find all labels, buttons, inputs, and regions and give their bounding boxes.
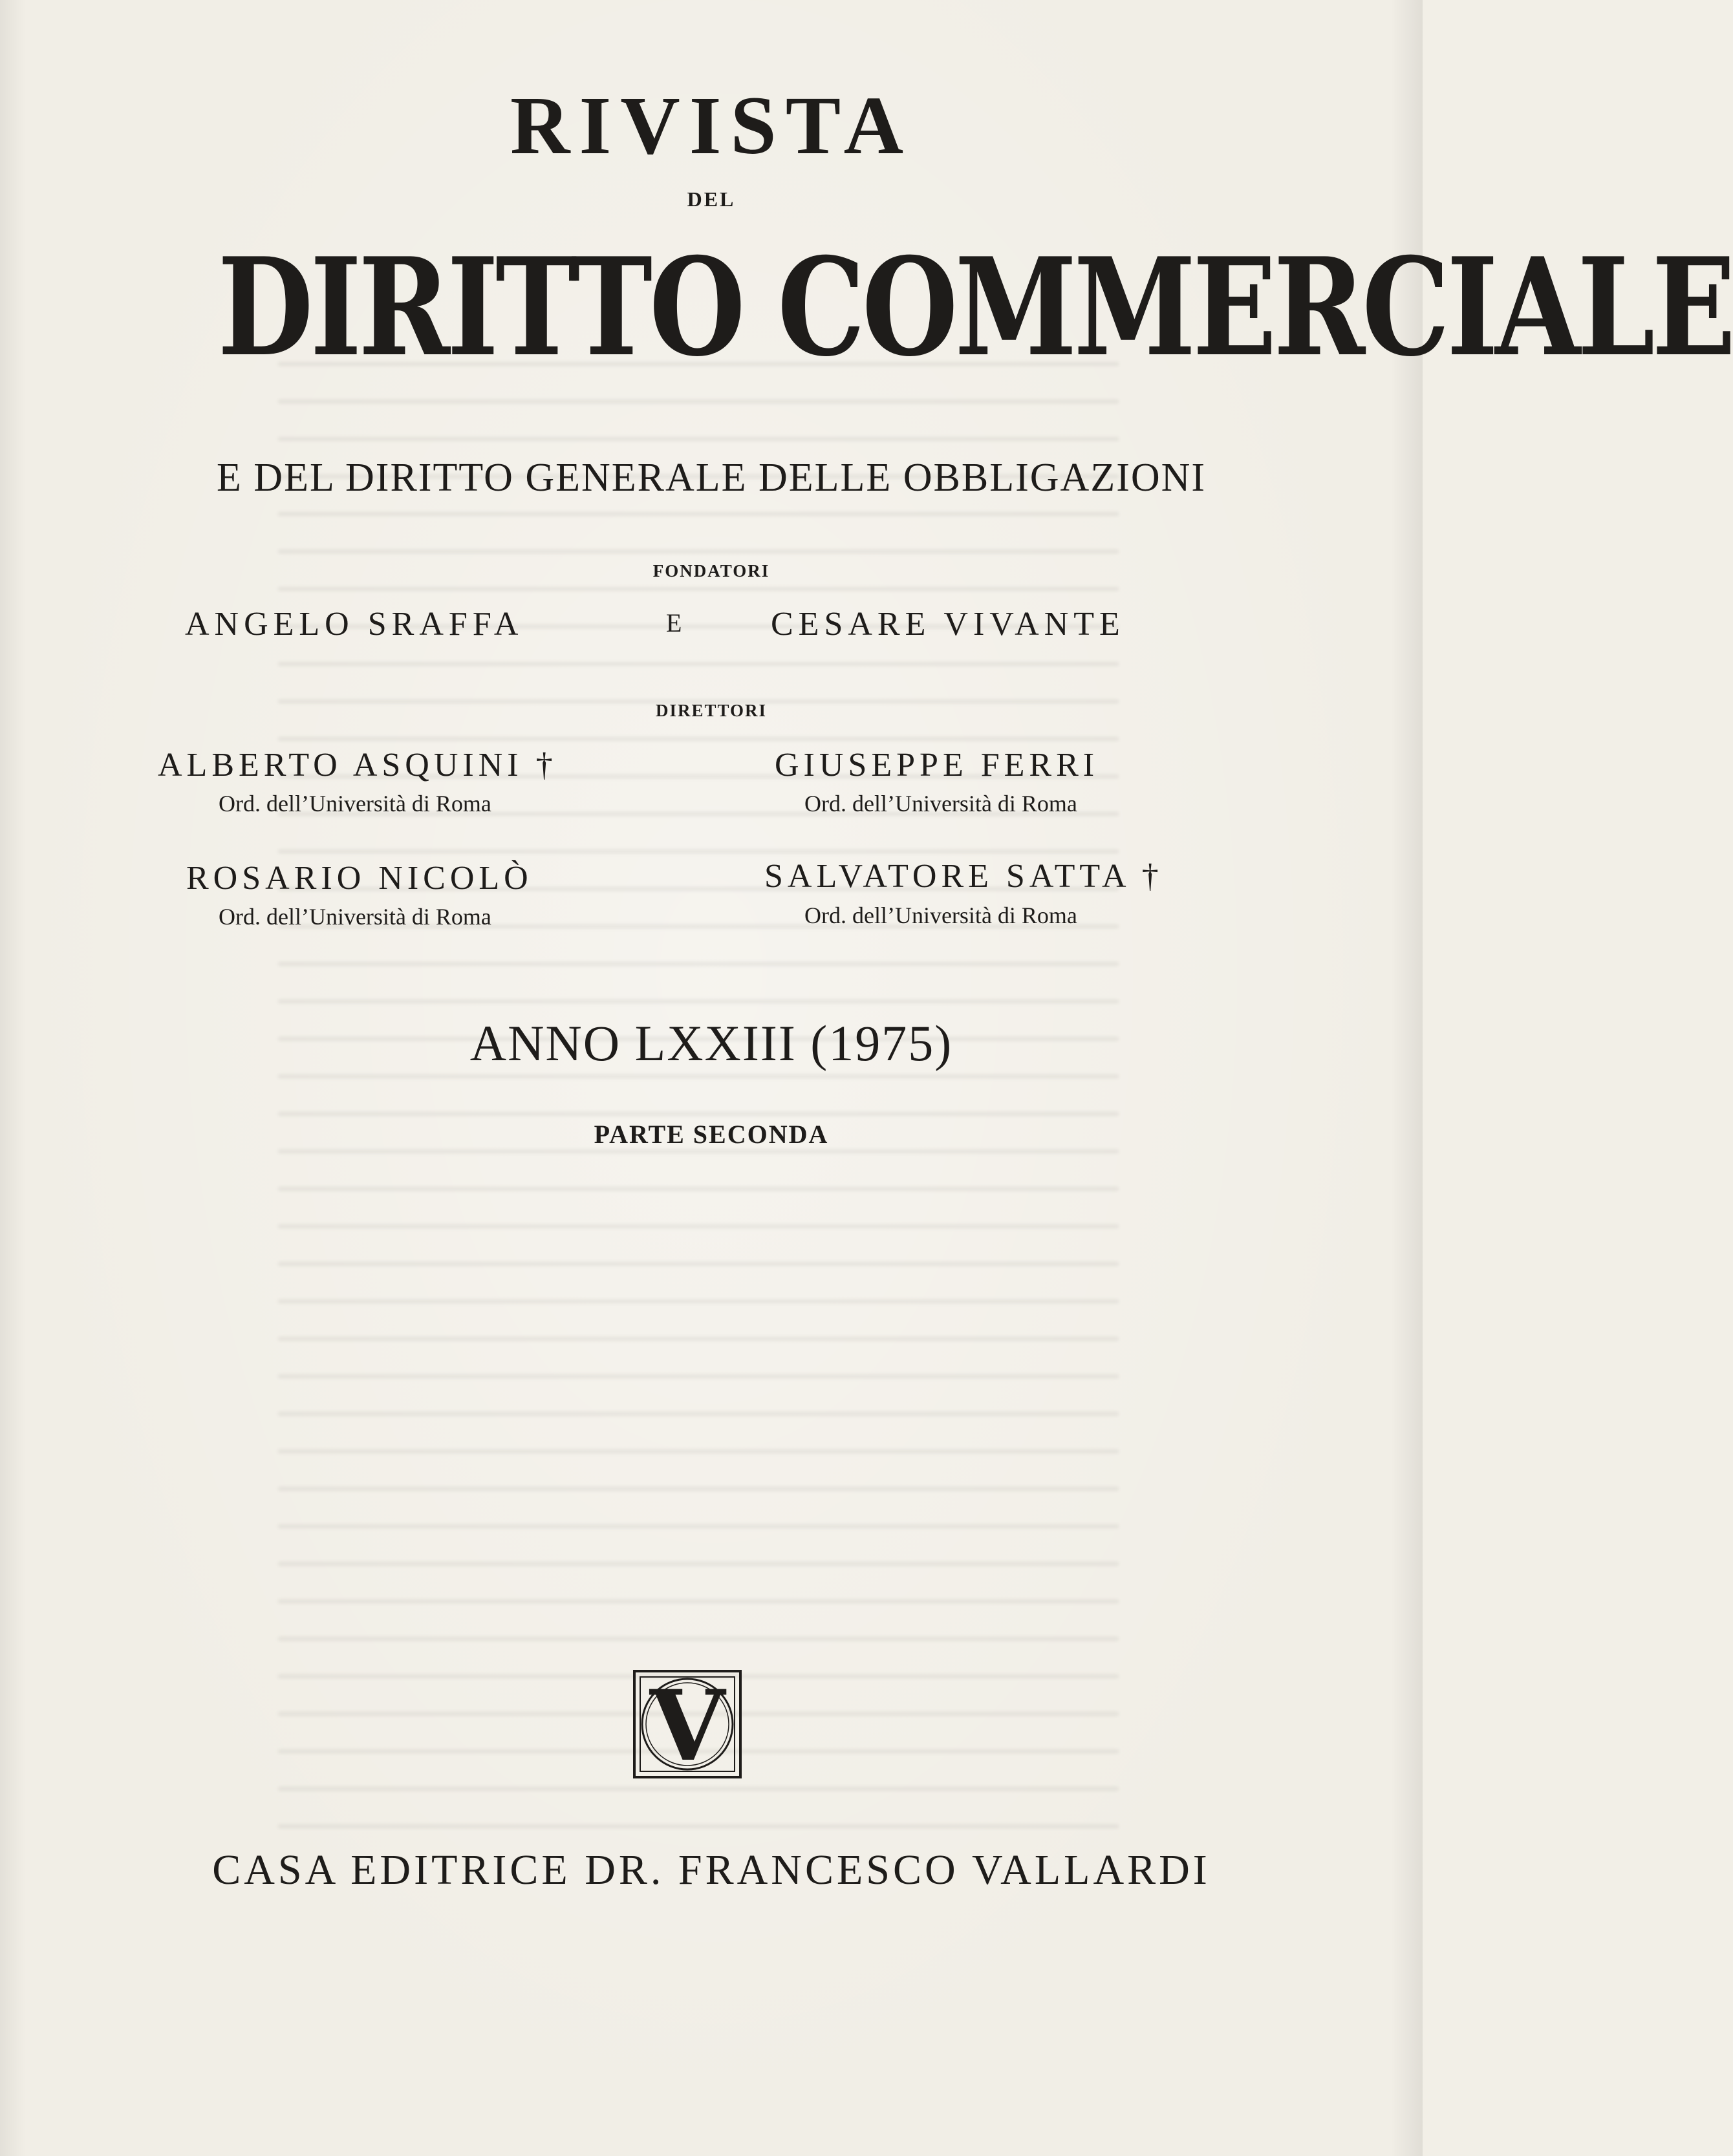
founder-left: ANGELO SRAFFA xyxy=(185,606,524,643)
founders-conjunction: E xyxy=(666,608,682,637)
director-affiliation: Ord. dell’Università di Roma xyxy=(219,904,491,930)
journal-title-connector: DEL xyxy=(687,187,736,211)
directors-heading: DIRETTORI xyxy=(655,701,768,720)
journal-title-rivista: RIVISTA xyxy=(510,80,912,171)
director-name: ROSARIO NICOLÒ xyxy=(186,860,533,897)
director-affiliation: Ord. dell’Università di Roma xyxy=(219,791,491,817)
director-name: GIUSEPPE FERRI xyxy=(775,747,1099,784)
publisher-name: CASA EDITRICE DR. FRANCESCO VALLARDI xyxy=(212,1846,1211,1894)
volume-year: ANNO LXXIII (1975) xyxy=(469,1015,953,1071)
publisher-v-monogram-icon xyxy=(632,1669,742,1783)
director-affiliation: Ord. dell’Università di Roma xyxy=(804,902,1077,928)
director-name: SALVATORE SATTA † xyxy=(764,858,1163,895)
volume-part: PARTE SECONDA xyxy=(594,1120,829,1149)
journal-subtitle: E DEL DIRITTO GENERALE DELLE OBBLIGAZIONI xyxy=(216,456,1207,500)
logo-letter: V xyxy=(649,1669,726,1783)
director-name: ALBERTO ASQUINI † xyxy=(158,747,557,784)
founders-heading: FONDATORI xyxy=(652,561,770,581)
show-through-texture xyxy=(278,362,1119,1849)
founder-right: CESARE VIVANTE xyxy=(771,606,1125,643)
journal-title-main: DIRITTO COMMERCIALE xyxy=(217,229,1733,387)
director-affiliation: Ord. dell’Università di Roma xyxy=(804,791,1077,817)
